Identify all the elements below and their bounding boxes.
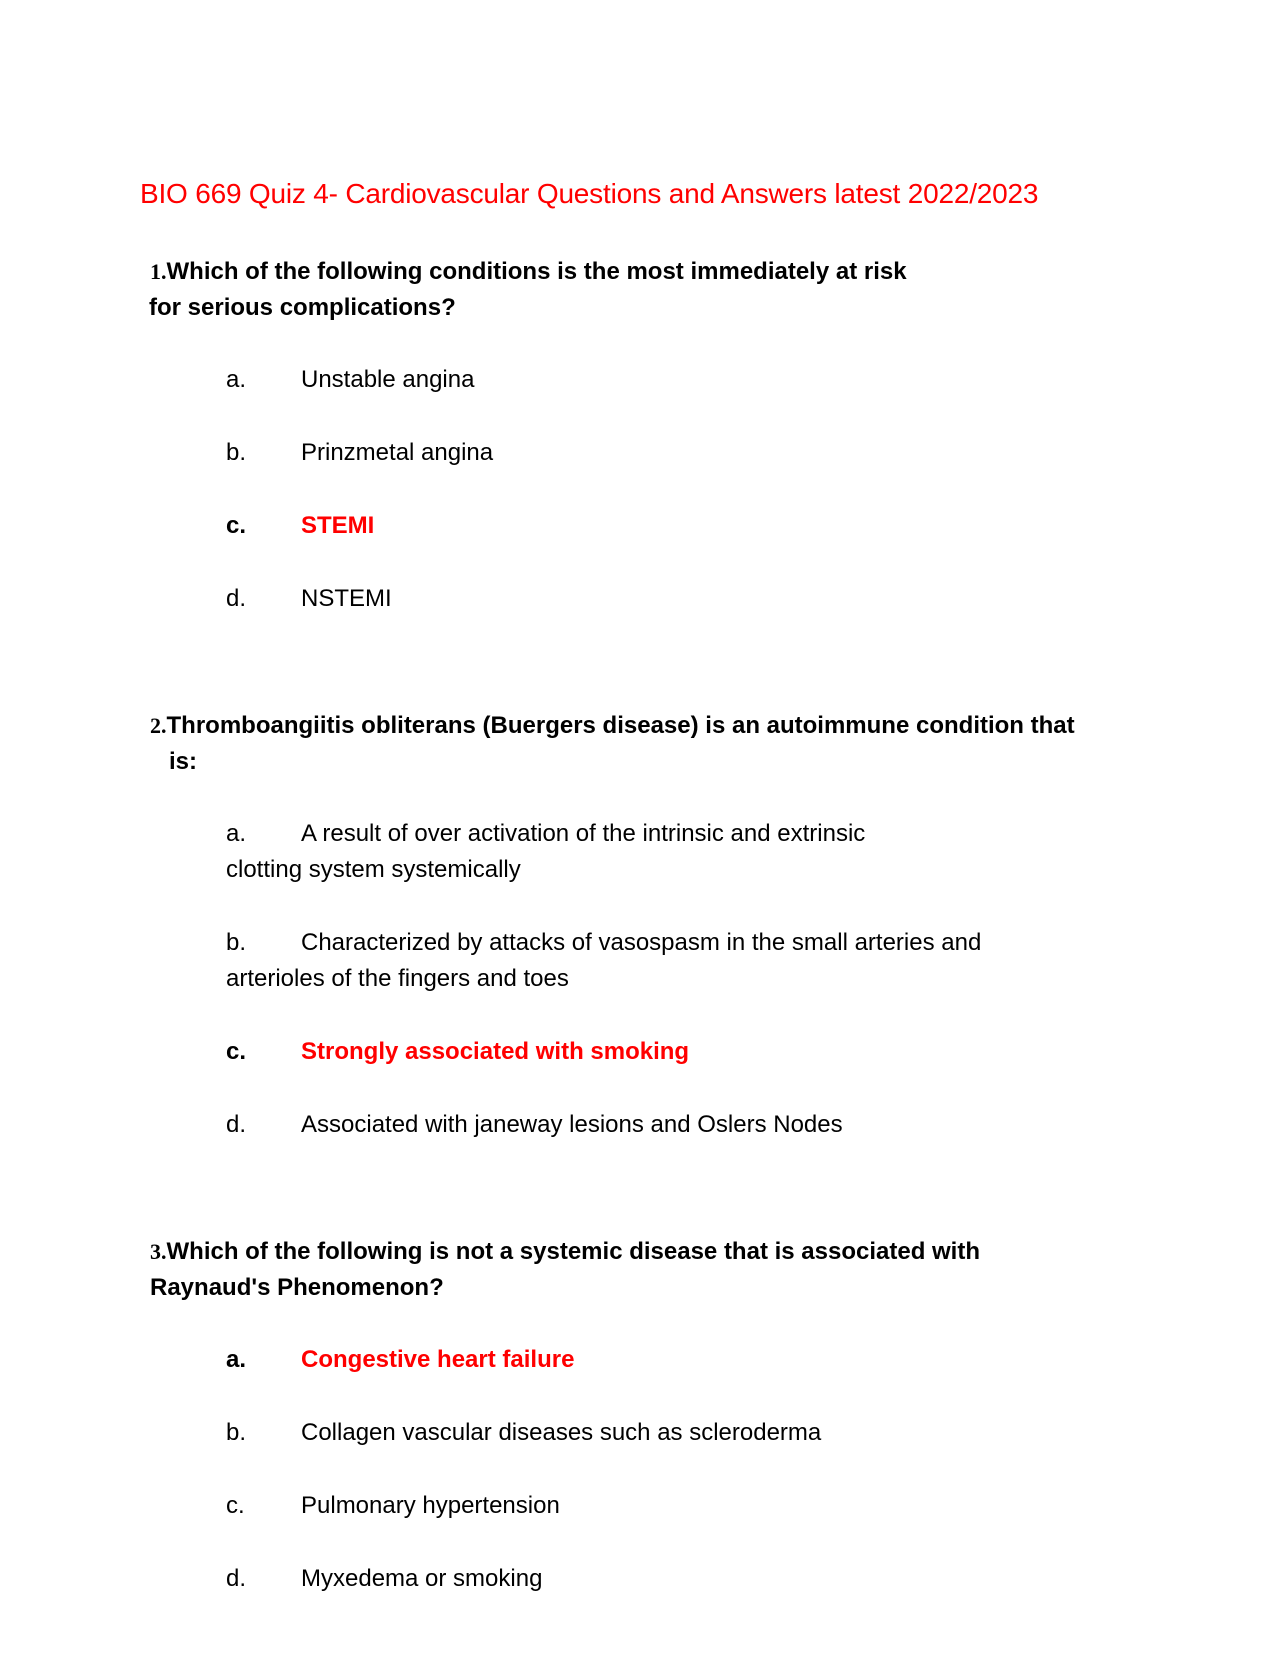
question-2 xyxy=(150,708,1075,780)
question-1-line2: for serious complications? xyxy=(149,294,456,321)
question-3-line1 xyxy=(150,1234,980,1270)
option-3d xyxy=(226,1561,542,1597)
option-letter: a. xyxy=(226,366,247,393)
option-letter: d. xyxy=(226,1565,247,1592)
option-line2: arterioles of the fingers and toes xyxy=(226,965,569,992)
option-3a-correct xyxy=(226,1342,574,1378)
option-2d xyxy=(226,1107,843,1143)
option-text: A result of over activation of the intrinsic and extrinsic xyxy=(301,820,866,847)
question-number: 1. xyxy=(150,259,167,284)
option-text: Myxedema or smoking xyxy=(301,1565,543,1592)
question-text: Thromboangiitis obliterans (Buergers disease) is an autoimmune condition that xyxy=(166,712,1075,739)
option-text: Congestive heart failure xyxy=(301,1346,575,1373)
option-text: Collagen vascular diseases such as scleroderma xyxy=(301,1419,822,1446)
option-text: Pulmonary hypertension xyxy=(301,1492,560,1519)
option-1c-correct xyxy=(226,508,374,544)
option-letter: d. xyxy=(226,1111,247,1138)
option-3b xyxy=(226,1415,821,1451)
option-text: Unstable angina xyxy=(301,366,475,393)
question-1 xyxy=(150,254,907,326)
option-letter: c. xyxy=(226,1038,247,1065)
option-text: Associated with janeway lesions and Oslers Nodes xyxy=(301,1111,843,1138)
option-letter: a. xyxy=(226,820,247,847)
question-number: 2. xyxy=(150,713,167,738)
option-text: NSTEMI xyxy=(301,585,392,612)
question-text: Which of the following is not a systemic disease that is associated with xyxy=(166,1238,981,1265)
option-1d xyxy=(226,581,392,617)
question-2-line1 xyxy=(150,708,1075,744)
option-letter: b. xyxy=(226,1419,247,1446)
option-2b xyxy=(226,925,981,997)
option-line1 xyxy=(226,816,865,852)
option-2a xyxy=(226,816,865,888)
option-letter: c. xyxy=(226,1492,245,1519)
document-title: BIO 669 Quiz 4- Cardiovascular Questions and Answers latest 2022/2023 xyxy=(140,178,1039,209)
option-letter: a. xyxy=(226,1346,247,1373)
option-text: Characterized by attacks of vasospasm in the small arteries and xyxy=(301,929,982,956)
option-letter: b. xyxy=(226,929,247,956)
option-line2: clotting system systemically xyxy=(226,856,521,883)
option-line1 xyxy=(226,925,981,961)
option-2c-correct xyxy=(226,1034,689,1070)
option-1a xyxy=(226,362,474,398)
option-letter: d. xyxy=(226,585,247,612)
question-1-line1 xyxy=(150,254,907,290)
question-2-line2: is: xyxy=(169,748,198,775)
option-letter: c. xyxy=(226,512,247,539)
option-text: Prinzmetal angina xyxy=(301,439,494,466)
question-text: Which of the following conditions is the most immediately at risk xyxy=(166,258,907,285)
question-3-line2: Raynaud's Phenomenon? xyxy=(150,1274,444,1301)
question-number: 3. xyxy=(150,1239,167,1264)
option-1b xyxy=(226,435,493,471)
option-text: STEMI xyxy=(301,512,375,539)
option-3c xyxy=(226,1488,560,1524)
option-text: Strongly associated with smoking xyxy=(301,1038,690,1065)
option-letter: b. xyxy=(226,439,247,466)
question-3 xyxy=(150,1234,980,1306)
